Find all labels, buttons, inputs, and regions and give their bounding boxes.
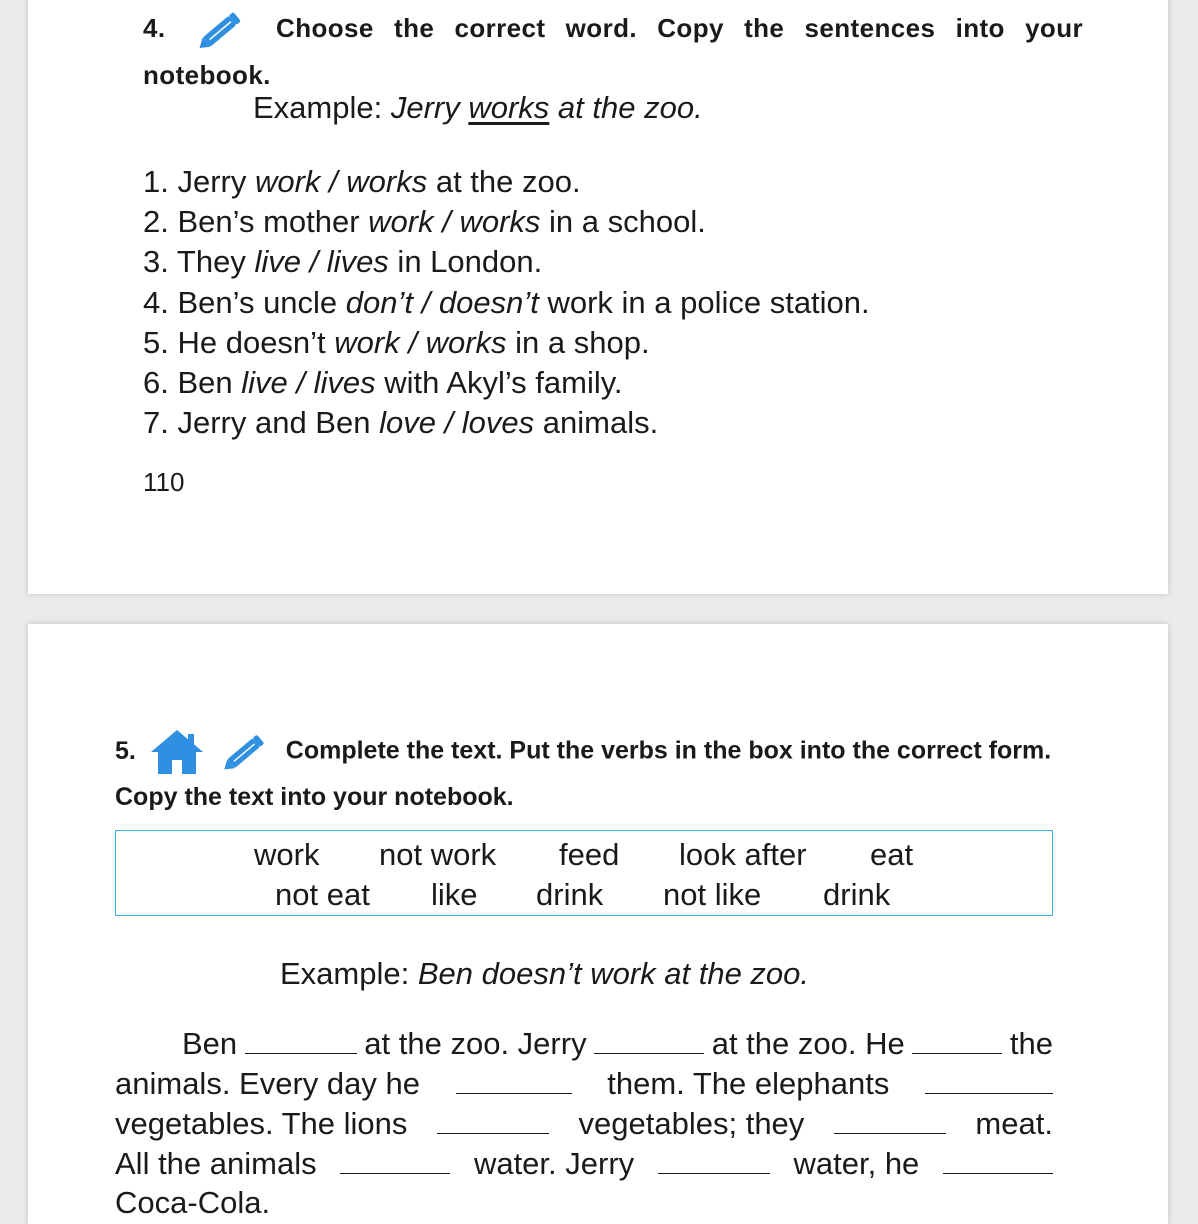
answer-blank [834,1103,946,1134]
word-box-item: drink [823,877,891,912]
sentence-item [143,202,870,242]
sentence-text: Ben [177,365,242,401]
example-post: at the zoo. [549,90,703,125]
text-fragment: water. Jerry [473,1146,635,1181]
task-5-header [115,727,1065,817]
sentence-item [143,323,870,363]
example-answer: works [468,90,550,125]
word-box-item: not work [379,837,497,872]
word-choice: work / works [334,324,507,360]
word-box-item: look after [679,837,807,872]
word-box-item: drink [536,877,604,912]
text-line [115,1063,1053,1104]
task-instruction: Complete the text. Put the verbs in the box into the correct form. Copy the text into your notebook. [115,736,1052,811]
text-line [115,1143,1053,1184]
sentence-number: 4. [143,284,178,320]
text-fragment: them. The elephants [607,1066,890,1101]
word-choice: live / lives [241,365,376,401]
sentence-number: 3. [143,244,177,280]
word-choice: work / works [368,204,541,240]
word-choice: love / loves [379,405,535,441]
word-box-item: feed [559,837,620,872]
answer-blank [925,1063,1053,1094]
text-line [115,1183,1053,1223]
answer-blank [245,1023,357,1054]
text-fragment: meat. [975,1106,1053,1141]
text-fragment: vegetables; they [578,1106,805,1141]
answer-blank [912,1023,1002,1054]
word-box [115,830,1053,916]
example-label: Example: [253,90,391,125]
word-box-item: eat [870,837,914,872]
word-box-item: like [431,877,478,912]
answer-blank [943,1143,1053,1174]
sentence-text: Ben’s mother [177,204,369,240]
text-line [115,1023,1053,1064]
sentence-item [143,403,870,443]
page-111 [28,624,1168,1224]
sentence-list [143,162,870,443]
task-number: 4. [143,12,166,43]
sentence-number: 6. [143,365,178,401]
pencil-icon [217,727,273,777]
answer-blank [437,1103,549,1134]
sentence-text: Ben’s uncle [177,284,346,320]
word-choice: work / works [254,164,428,199]
word-box-item: not like [663,877,762,912]
text-fragment: water, he [793,1146,920,1181]
text-fragment: the [1009,1026,1053,1061]
page-number: 110 [143,467,185,497]
word-choice: don’t / doesn’t [345,284,539,320]
pencil-icon [192,5,250,55]
answer-blank [594,1023,704,1054]
example-label: Example: [280,956,418,991]
sentence-number: 7. [143,405,178,441]
text-fragment: at the zoo. He [711,1026,905,1061]
sentence-text: He doesn’t [177,324,335,360]
sentence-text: Jerry and Ben [177,405,380,441]
answer-blank [456,1063,572,1094]
text-fragment: All the animals [115,1146,317,1181]
sentence-item [143,283,870,323]
sentence-item [143,162,870,202]
task-4-header [143,5,1083,95]
word-box-item: work [254,837,320,872]
sentence-text: with Akyl’s family. [375,365,623,401]
example-pre: Jerry [390,90,469,125]
sentence-item [143,242,870,282]
sentence-text: in London. [388,244,543,280]
page-110 [28,0,1168,594]
sentence-number: 1. [143,164,178,199]
sentence-number: 2. [143,204,178,240]
answer-blank [340,1143,450,1174]
sentence-item [143,363,870,403]
sentence-text: Jerry [177,164,255,199]
text-fragment: Coca-Cola. [115,1185,271,1220]
sentence-text: in a shop. [506,324,650,360]
answer-blank [658,1143,770,1174]
task-number: 5. [115,736,136,765]
sentence-text: animals. [534,405,659,441]
home-icon [149,727,205,777]
text-line [115,1103,1053,1144]
sentence-text: in a school. [540,204,706,240]
example-sentence [280,954,809,994]
sentence-text: work in a police station. [538,284,870,320]
text-fragment: Ben [182,1026,238,1061]
example-sentence [253,88,703,128]
text-fragment: at the zoo. Jerry [364,1026,587,1061]
text-fragment: animals. Every day he [115,1066,420,1101]
word-choice: live / lives [254,244,389,280]
example-text: Ben doesn’t work at the zoo. [417,956,810,991]
sentence-text: at the zoo. [427,164,581,199]
task-instruction: Choose the correct word. Copy the sentences into your notebook. [143,12,1084,90]
text-fragment: vegetables. The lions [115,1106,408,1141]
sentence-number: 5. [143,324,178,360]
word-box-item: not eat [275,877,370,912]
sentence-text: They [176,244,255,280]
